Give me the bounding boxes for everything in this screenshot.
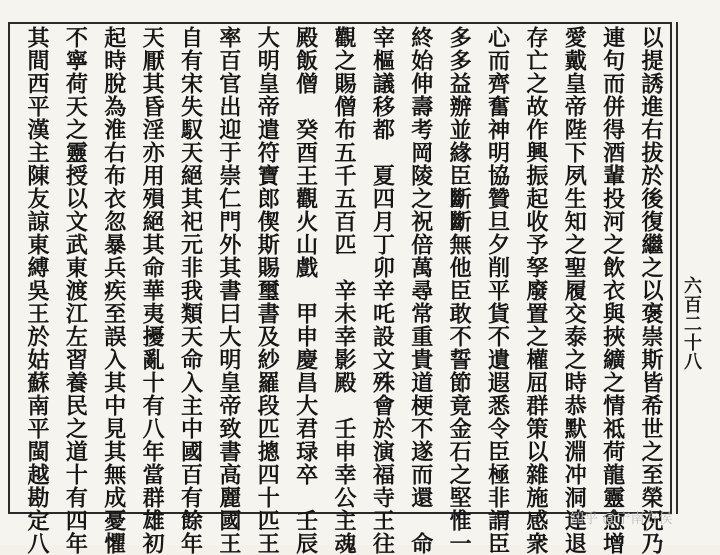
text-column: 大明皇帝遣符寶郎偰斯賜璽書及紗羅段匹摠四十匹王 — [254, 26, 281, 555]
text-column: 觀之賜僧布五千五百匹 辛未幸影殿 壬申幸公主魂 — [331, 26, 357, 555]
text-column: 率百官出迎于崇仁門外其書曰大明皇帝致書高麗國王 — [215, 26, 242, 555]
text-column: 自有宋失馭天絕其祀元非我類天命入主中國百有餘年 — [177, 26, 204, 555]
text-column: 愛戴皇帝陛下夙生知之聖履交泰之時恭默淵冲洞達退 — [561, 26, 588, 555]
text-column: 天厭其昏淫亦用殞絕其命華夷擾亂十有八年當群雄初 — [139, 26, 166, 555]
page-number: 六百二十八 — [681, 276, 702, 371]
margin-rule — [676, 22, 678, 514]
text-column: 起時脫為淮右布衣忽暴兵疾至誤入其中見其無成憂懼 — [100, 26, 127, 555]
text-column: 不寧荷天之靈授以文武東渡江左習養民之道十有四年 — [62, 26, 89, 555]
text-column: 其間西平漢主陳友諒東縛吳王於姑蘇南平閩越勘定八 — [24, 26, 50, 555]
text-column: 殿飯僧 癸酉王觀火山戲 甲申慶昌大君琭卒 壬辰 — [292, 26, 319, 555]
text-column: 多多益辦並緣臣斷斷無他臣敢不誓節竟金石之堅惟一 — [446, 26, 473, 555]
watermark: 知乎 @宁南方侯 — [570, 511, 673, 527]
text-column: 存亡之故作興振起收予孥廢置之權屈群策以雜施感衆 — [522, 26, 549, 555]
text-column: 以提誘進右拔於後復繼之以褒崇斯皆希世之至榮況乃 — [638, 26, 664, 555]
text-column: 終始伸壽考岡陵之祝倍萬尋常重貴道梗不遂而還 命 — [407, 26, 434, 555]
text-column: 連句而併得酒輩投河之飲衣與挾纊之情祗荷龍靈愈增 — [599, 26, 626, 555]
text-column: 宰樞議移都 夏四月丁卯辛吒設文殊會於演福寺王往 — [369, 26, 396, 555]
text-column: 心而齊奮神明協贊旦夕削平貨不遺遐悉令臣極非謂臣 — [484, 26, 511, 555]
